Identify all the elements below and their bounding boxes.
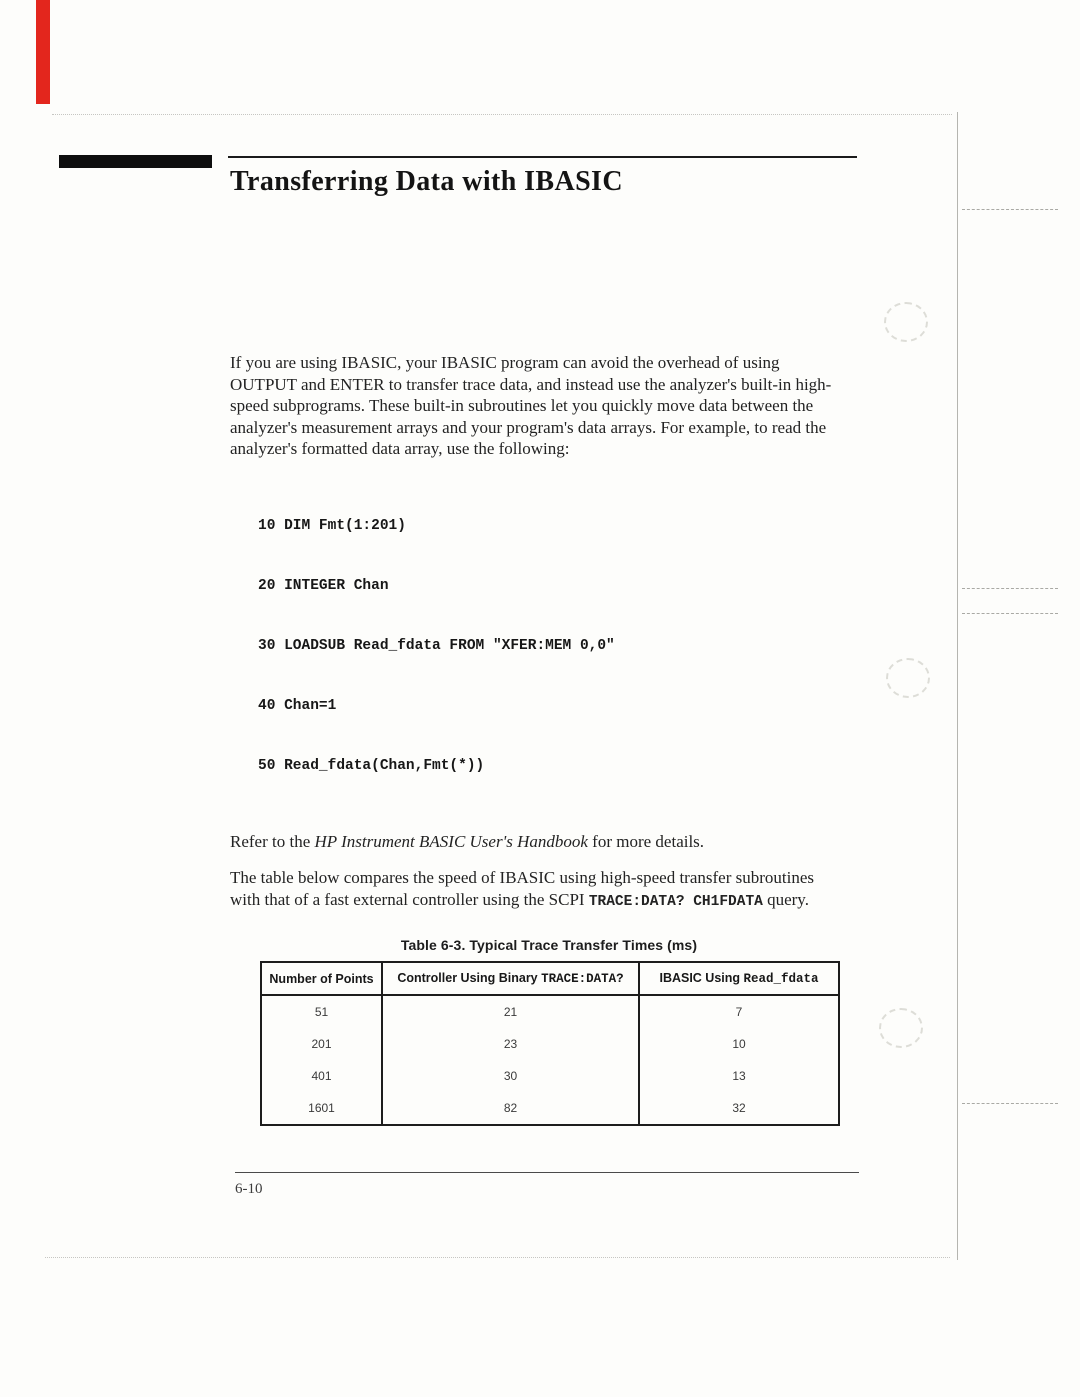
title-rule: [228, 156, 857, 158]
refer-paragraph: [230, 831, 842, 853]
transfer-times-table: [260, 961, 840, 1126]
table-intro-paragraph: [230, 867, 842, 913]
cell-ibasic: 10: [639, 1028, 839, 1060]
book-title: HP Instrument BASIC User's Handbook: [314, 831, 588, 851]
content-column: [230, 352, 862, 1126]
scan-dash-mark: [962, 588, 1058, 589]
cell-ibasic: 7: [639, 995, 839, 1028]
scan-dash-mark: [962, 613, 1058, 614]
red-edge-mark: [36, 0, 50, 104]
table-row: [261, 1028, 839, 1060]
binder-hole-mark: [884, 302, 928, 342]
binder-hole-mark: [886, 658, 930, 698]
table-section: [260, 937, 838, 1126]
cell-points: 201: [261, 1028, 382, 1060]
cell-ibasic: 13: [639, 1060, 839, 1092]
cell-points: 401: [261, 1060, 382, 1092]
header-ibasic-code: Read_fdata: [743, 972, 819, 986]
intro-paragraph: If you are using IBASIC, your IBASIC program can avoid the overhead of using OUTPUT and ENTER to transfer trace data, and instead use the analyzer's built-in high-speed subprograms. These built-in subroutines let you quickly move data between the analyzer's measurement arrays and your program's data arrays. For example, to read the analyzer's formatted data array, use the following:: [230, 353, 832, 458]
cell-controller: 30: [382, 1060, 639, 1092]
page-right-edge-line: [957, 112, 958, 1260]
table-row: [261, 1060, 839, 1092]
cell-controller: 23: [382, 1028, 639, 1060]
table-row: [261, 1092, 839, 1125]
refer-text-post: for more details.: [587, 831, 705, 851]
table-row: [261, 995, 839, 1028]
section-tab-bar: [59, 155, 212, 168]
code-line: 20 INTEGER Chan: [258, 577, 389, 594]
code-line: 40 Chan=1: [258, 697, 337, 714]
table-header-ibasic: [639, 962, 839, 995]
code-line: 50 Read_fdata(Chan,Fmt(*)): [258, 757, 485, 774]
table-intro-post: query.: [762, 889, 809, 909]
scan-top-dotted-line: [52, 114, 952, 115]
code-line: 10 DIM Fmt(1:201): [258, 517, 406, 534]
scan-dash-mark: [962, 1103, 1058, 1104]
page-number: 6-10: [235, 1181, 263, 1197]
refer-text-pre: Refer to the: [230, 831, 315, 851]
header-ibasic-label: IBASIC Using: [659, 971, 744, 985]
scpi-query-code: TRACE:DATA? CH1FDATA: [588, 893, 763, 910]
code-block: [258, 476, 862, 816]
table-header-row: [261, 962, 839, 995]
table-header-controller: [382, 962, 639, 995]
binder-hole-mark: [879, 1008, 923, 1048]
code-line: 30 LOADSUB Read_fdata FROM "XFER:MEM 0,0": [258, 637, 615, 654]
cell-controller: 82: [382, 1092, 639, 1125]
page-title: Transferring Data with IBASIC: [230, 166, 623, 197]
table-caption: Table 6-3. Typical Trace Transfer Times (ms): [400, 937, 698, 953]
header-controller-label: Controller Using Binary: [397, 971, 542, 985]
scan-bottom-dotted-line: [45, 1257, 950, 1258]
cell-ibasic: 32: [639, 1092, 839, 1125]
cell-controller: 21: [382, 995, 639, 1028]
scan-dash-mark: [962, 209, 1058, 210]
table-header-points: Number of Points: [261, 962, 382, 995]
cell-points: 51: [261, 995, 382, 1028]
footer-rule: [235, 1172, 859, 1173]
cell-points: 1601: [261, 1092, 382, 1125]
table-intro-pre: The table below compares the speed of IBASIC using high-speed transfer subroutines with that of a fast external controller using the SCPI: [230, 868, 814, 909]
header-controller-code: TRACE:DATA?: [541, 972, 624, 986]
